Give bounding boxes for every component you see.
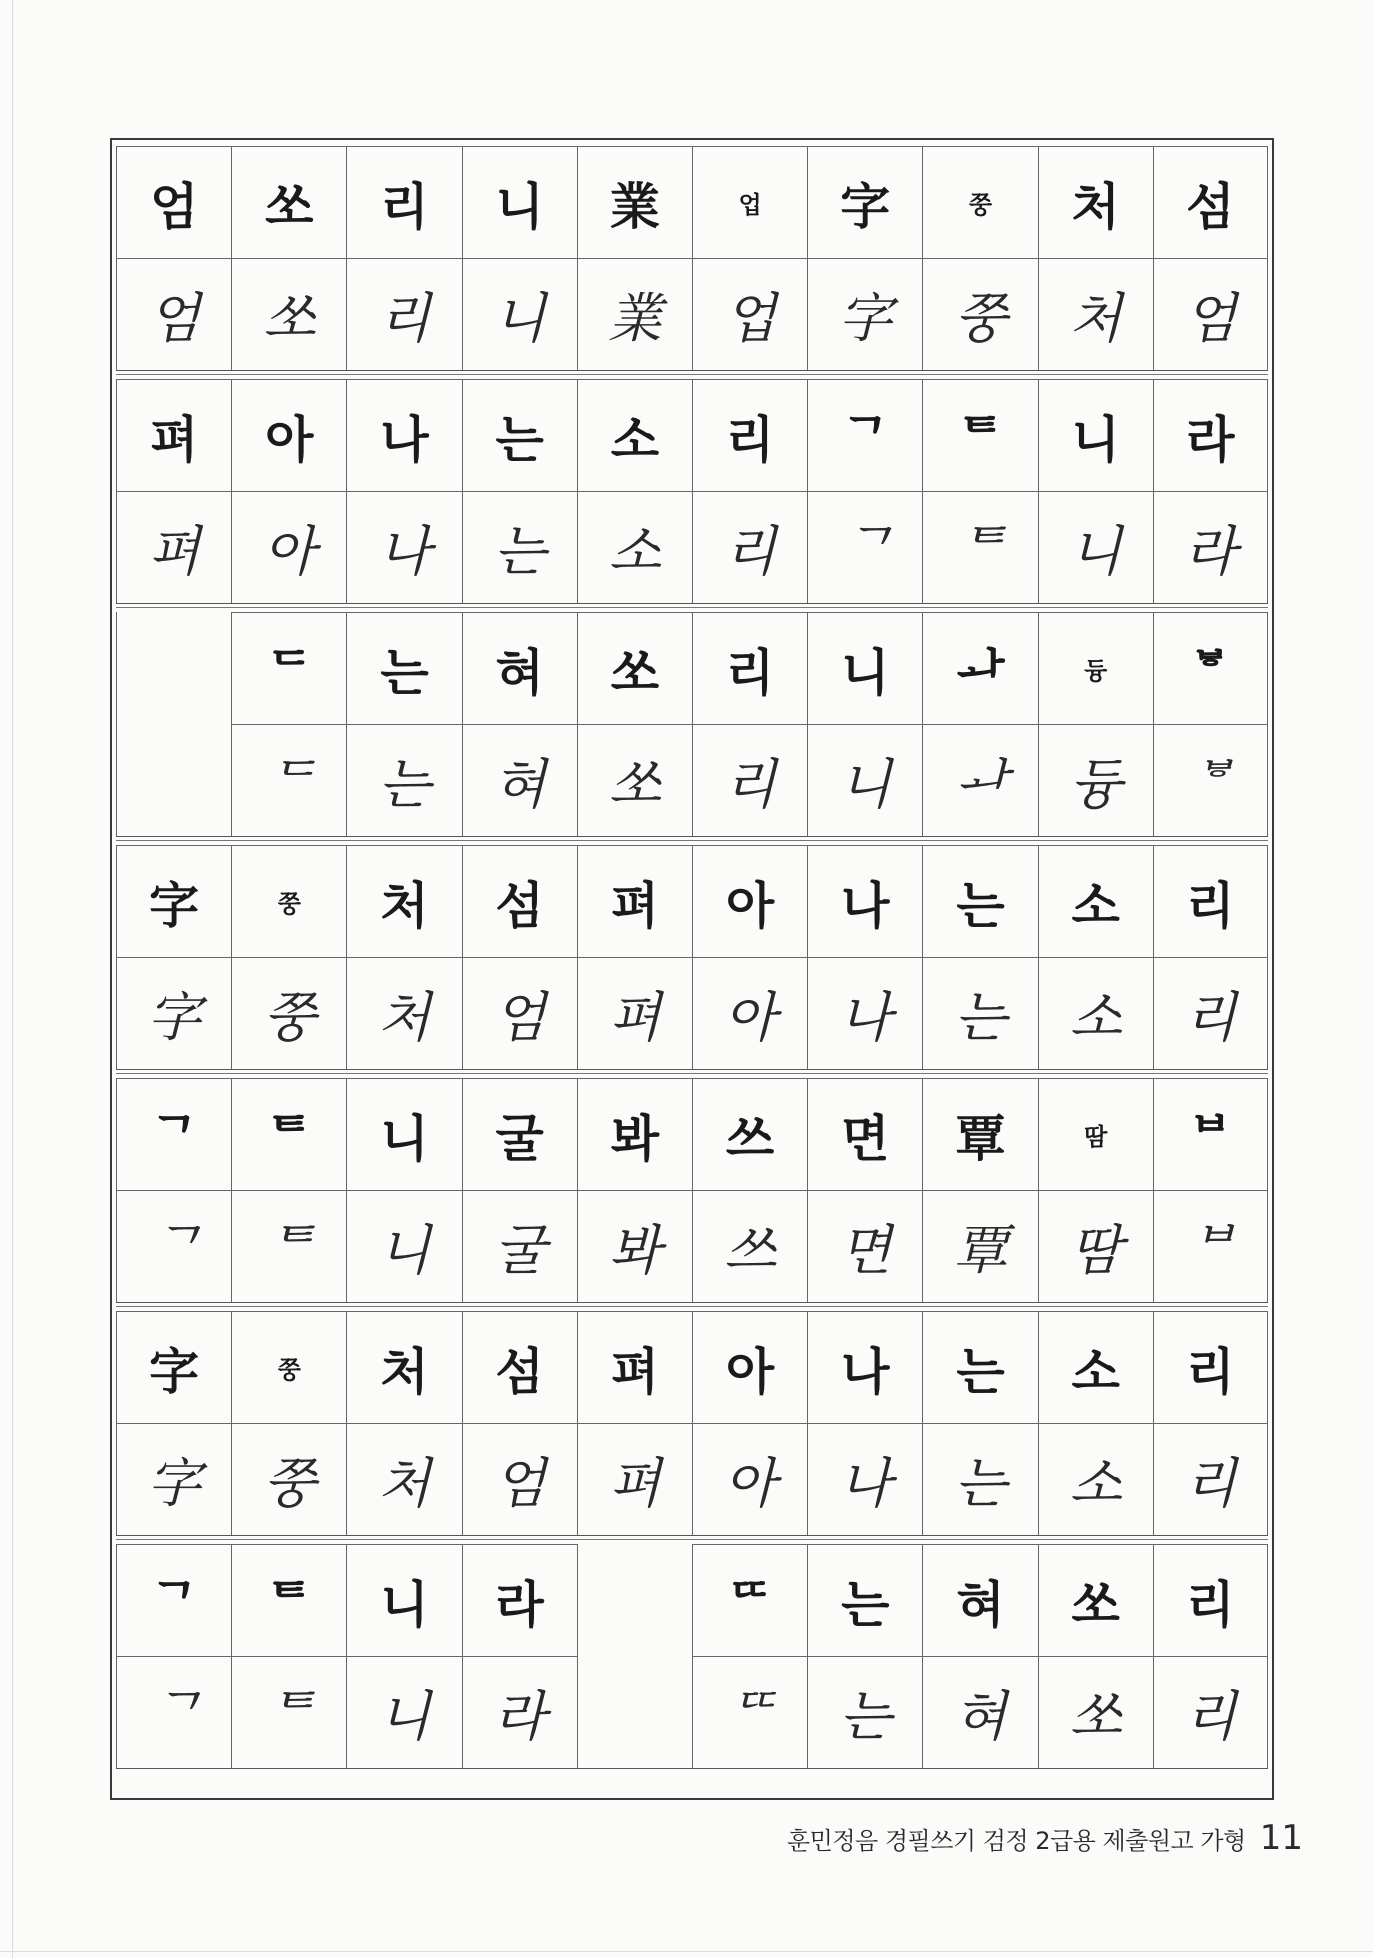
model-character-cell [577,1544,692,1656]
handwritten-character-cell: 라 [1153,491,1268,603]
model-character-cell: 쭝 [231,1311,346,1423]
practice-block [116,379,1268,604]
model-character-cell: 리 [1153,1544,1268,1656]
handwritten-character-cell: 쭝 [231,1423,346,1535]
footer-title: 훈민정음 경필쓰기 검정 2급용 제출원고 가형 [787,1827,1246,1855]
handwritten-character-cell: 리 [692,491,807,603]
model-character-cell: 펴 [116,379,231,491]
model-character-cell: 업 [692,146,807,258]
handwritten-character-cell: 니 [807,724,922,836]
handwritten-character-cell: 업 [692,258,807,370]
handwritten-character-cell: 는 [346,724,461,836]
model-character-cell: 처 [346,845,461,957]
handwritten-character-cell: 는 [462,491,577,603]
page-number: 11 [1259,1818,1303,1858]
model-character-cell: 처 [1038,146,1153,258]
handwritten-character-cell [116,724,231,836]
handwritten-character-cell: ᄀ [807,491,922,603]
handwritten-character-cell: 쏘 [577,724,692,836]
model-character-cell [116,612,231,724]
model-character-cell: 리 [346,146,461,258]
handwritten-character-cell: 처 [346,1423,461,1535]
model-character-cell: 아 [231,379,346,491]
model-character-cell: 혀 [922,1544,1037,1656]
model-character-cell: 쭝 [922,146,1037,258]
model-character-cell: 엄 [116,146,231,258]
handwritten-character-cell: 리 [346,258,461,370]
writing-sheet [110,138,1274,1800]
model-character-cell: 니 [807,612,922,724]
handwritten-character-cell: 覃 [922,1190,1037,1302]
model-character-cell: ᄐ [231,1544,346,1656]
handwritten-character-cell: ᄀ [116,1656,231,1768]
model-character-cell: ᄃ [231,612,346,724]
handwritten-character-cell: 業 [577,258,692,370]
model-character-cell: ᄐ [922,379,1037,491]
model-character-cell: 혀 [462,612,577,724]
handwritten-character-cell: 듕 [1038,724,1153,836]
model-character-cell: 나 [807,1311,922,1423]
model-character-cell: 쏘 [577,612,692,724]
model-character-cell: 섬 [462,1311,577,1423]
handwritten-character-cell: ᄀ [116,1190,231,1302]
handwritten-character-cell: 처 [346,957,461,1069]
page-edge [12,0,13,1958]
handwritten-character-cell: 나 [807,1423,922,1535]
model-character-cell: 니 [462,146,577,258]
model-character-cell: ᄐ [231,1078,346,1190]
handwritten-character-cell: 니 [462,258,577,370]
model-character-cell: 字 [116,845,231,957]
practice-block [116,612,1268,837]
handwritten-character-cell: 라 [462,1656,577,1768]
model-character-cell: 아 [692,1311,807,1423]
handwritten-character-cell: 리 [1153,1656,1268,1768]
model-character-cell: 는 [462,379,577,491]
model-character-cell: 리 [692,612,807,724]
model-character-cell: ᄄ [692,1544,807,1656]
model-character-cell: ᄫ [1153,612,1268,724]
model-character-cell: 봐 [577,1078,692,1190]
model-character-cell: 는 [346,612,461,724]
handwritten-character-cell: 니 [1038,491,1153,603]
handwritten-character-cell: 엄 [462,957,577,1069]
handwritten-character-cell: 펴 [577,1423,692,1535]
handwritten-character-cell: 쭝 [922,258,1037,370]
handwritten-character-cell: 소 [577,491,692,603]
model-character-cell: 땀 [1038,1078,1153,1190]
handwritten-character-cell: 字 [116,957,231,1069]
handwritten-character-cell: 아 [231,491,346,603]
model-character-cell: ᄇ [1153,1078,1268,1190]
model-character-cell: 펴 [577,1311,692,1423]
model-character-cell: 쭝 [231,845,346,957]
model-character-cell: 쏘 [231,146,346,258]
model-character-cell: ᄀ [116,1078,231,1190]
handwritten-character-cell: 펴 [116,491,231,603]
model-character-cell: 字 [807,146,922,258]
handwritten-character-cell: 굴 [462,1190,577,1302]
handwritten-character-cell: 아 [692,1423,807,1535]
model-character-cell: 쏘 [1038,1544,1153,1656]
model-character-cell: 는 [922,1311,1037,1423]
handwritten-character-cell: 는 [807,1656,922,1768]
handwritten-character-cell: ᄄ [692,1656,807,1768]
practice-block [116,1544,1268,1769]
handwritten-character-cell: 쭝 [231,957,346,1069]
handwritten-character-cell: 字 [116,1423,231,1535]
model-character-cell: 니 [346,1544,461,1656]
handwritten-character-cell: ᄫ [1153,724,1268,836]
handwritten-character-cell: 쓰 [692,1190,807,1302]
model-character-cell: 리 [1153,1311,1268,1423]
handwritten-character-cell: 니 [346,1190,461,1302]
handwritten-character-cell: 봐 [577,1190,692,1302]
handwritten-character-cell [577,1656,692,1768]
handwritten-character-cell: 면 [807,1190,922,1302]
model-character-cell: 쓰 [692,1078,807,1190]
handwritten-character-cell: ᄐ [231,1656,346,1768]
handwritten-character-cell: 리 [1153,957,1268,1069]
handwritten-character-cell: 쏘 [1038,1656,1153,1768]
model-character-cell: ᄀ [807,379,922,491]
model-character-cell: 듕 [1038,612,1153,724]
handwritten-character-cell: 쏘 [231,258,346,370]
handwritten-character-cell: 字 [807,258,922,370]
handwritten-character-cell: 엄 [116,258,231,370]
page-edge [0,1951,1373,1952]
model-character-cell: 는 [922,845,1037,957]
model-character-cell: 라 [462,1544,577,1656]
handwritten-character-cell: 혀 [462,724,577,836]
model-character-cell: 라 [1153,379,1268,491]
handwritten-character-cell: 리 [1153,1423,1268,1535]
model-character-cell: 아 [692,845,807,957]
handwritten-character-cell: 펴 [577,957,692,1069]
handwritten-character-cell: 아 [692,957,807,1069]
model-character-cell: 섬 [462,845,577,957]
model-character-cell: 字 [116,1311,231,1423]
page-footer [787,1818,1303,1858]
model-character-cell: 펴 [577,845,692,957]
model-character-cell: 나 [807,845,922,957]
handwritten-character-cell: 엄 [1153,258,1268,370]
handwritten-character-cell: 땀 [1038,1190,1153,1302]
model-character-cell: 섬 [1153,146,1268,258]
handwritten-character-cell: 나 [346,491,461,603]
handwritten-character-cell: 혀 [922,1656,1037,1768]
handwritten-character-cell: 소 [1038,957,1153,1069]
model-character-cell: 나 [346,379,461,491]
practice-block [116,1311,1268,1536]
model-character-cell: 覃 [922,1078,1037,1190]
model-character-cell: 처 [346,1311,461,1423]
handwritten-character-cell: ᅪ [922,724,1037,836]
model-character-cell: ᅪ [922,612,1037,724]
practice-block [116,845,1268,1070]
model-character-cell: 니 [1038,379,1153,491]
handwritten-character-cell: 니 [346,1656,461,1768]
model-character-cell: 니 [346,1078,461,1190]
handwritten-character-cell: 는 [922,957,1037,1069]
handwritten-character-cell: ᄇ [1153,1190,1268,1302]
model-character-cell: 소 [1038,1311,1153,1423]
model-character-cell: ᄀ [116,1544,231,1656]
handwritten-character-cell: 엄 [462,1423,577,1535]
handwritten-character-cell: ᄃ [231,724,346,836]
handwritten-character-cell: ᄐ [231,1190,346,1302]
handwritten-character-cell: 나 [807,957,922,1069]
model-character-cell: 면 [807,1078,922,1190]
model-character-cell: 굴 [462,1078,577,1190]
practice-block [116,146,1268,371]
model-character-cell: 소 [1038,845,1153,957]
handwritten-character-cell: 리 [692,724,807,836]
model-character-cell: 리 [1153,845,1268,957]
model-character-cell: 業 [577,146,692,258]
model-character-cell: 는 [807,1544,922,1656]
handwritten-character-cell: 는 [922,1423,1037,1535]
model-character-cell: 리 [692,379,807,491]
handwritten-character-cell: 소 [1038,1423,1153,1535]
handwritten-character-cell: 처 [1038,258,1153,370]
practice-block [116,1078,1268,1303]
handwritten-character-cell: ᄐ [922,491,1037,603]
model-character-cell: 소 [577,379,692,491]
